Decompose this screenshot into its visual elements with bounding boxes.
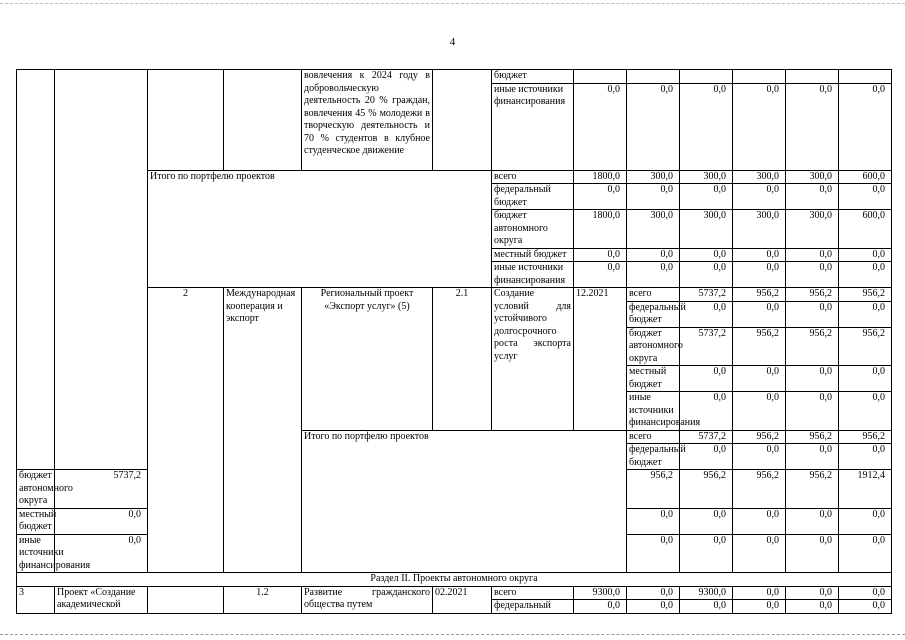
value-cell: 300,0: [680, 210, 733, 249]
value-cell: 0,0: [839, 600, 892, 614]
value-cell: 0,0: [733, 262, 786, 288]
value-cell: 0,0: [680, 184, 733, 210]
source-label: всего: [627, 430, 680, 444]
value-cell: 0,0: [627, 508, 680, 534]
cell-goal: Создание условий для устойчивого долгосрочного роста экспорта услуг: [492, 288, 574, 431]
source-label: иные источники финансирования: [492, 83, 574, 170]
value-cell: 0,0: [786, 444, 839, 470]
value-cell: 0,0: [574, 262, 627, 288]
source-label: местный бюджет: [627, 366, 680, 392]
cell-no: 3: [17, 586, 55, 613]
value-cell: 0,0: [680, 83, 733, 170]
value-cell: 300,0: [627, 210, 680, 249]
page-number: 4: [449, 36, 456, 48]
value-cell: 600,0: [839, 170, 892, 184]
value-cell: 5737,2: [55, 470, 148, 509]
value-cell: 9300,0: [680, 586, 733, 600]
value-cell: 0,0: [839, 508, 892, 534]
value-cell: 0,0: [680, 392, 733, 431]
table-row: [17, 288, 892, 302]
value-cell: 300,0: [680, 170, 733, 184]
value-cell: 9300,0: [574, 586, 627, 600]
cell-project: [148, 586, 224, 613]
value-cell: 0,0: [839, 534, 892, 573]
value-cell: 956,2: [733, 288, 786, 302]
source-label: иные источники финансирования: [17, 534, 55, 573]
value-cell: 0,0: [733, 248, 786, 262]
value-cell: 956,2: [839, 288, 892, 302]
source-label: всего: [627, 288, 680, 302]
source-label: бюджет автономного округа: [17, 470, 55, 509]
source-label: местный бюджет: [492, 248, 574, 262]
value-cell: 5737,2: [680, 430, 733, 444]
value-cell: 300,0: [733, 210, 786, 249]
cell-date: [433, 70, 492, 171]
value-cell: 300,0: [786, 170, 839, 184]
value-cell: 956,2: [680, 470, 733, 509]
cell-code: 2.1: [433, 288, 492, 431]
value-cell: 0,0: [839, 366, 892, 392]
value-cell: 0,0: [786, 262, 839, 288]
value-cell: 1800,0: [574, 210, 627, 249]
financing-table: [16, 69, 892, 614]
cell-code: [224, 70, 302, 171]
value-cell: 0,0: [627, 586, 680, 600]
value-cell: 0,0: [627, 83, 680, 170]
value-cell: 956,2: [733, 430, 786, 444]
cell-name: [55, 70, 148, 470]
value-cell: 0,0: [627, 600, 680, 614]
section-title: Раздел II. Проекты автономного округа: [17, 573, 892, 587]
cell-goal: вовлечения к 2024 году в добровольческую деятельность 20 % граждан, вовлечения 45 % молодежи в творческую деятельность и 70 % студентов в клубное студенческое движение: [302, 70, 433, 171]
source-label: бюджет автономного округа: [627, 327, 680, 366]
value-cell: 0,0: [680, 600, 733, 614]
value-cell: 0,0: [786, 586, 839, 600]
value-cell: 300,0: [733, 170, 786, 184]
value-cell: 0,0: [786, 366, 839, 392]
totals-label: Итого по портфелю проектов: [148, 170, 492, 288]
value-cell: 0,0: [786, 600, 839, 614]
value-cell: 0,0: [680, 534, 733, 573]
value-cell: 0,0: [839, 301, 892, 327]
source-label: всего: [492, 586, 574, 600]
value-cell: 0,0: [786, 301, 839, 327]
value-cell: 0,0: [55, 508, 148, 534]
value-cell: 0,0: [733, 508, 786, 534]
value-cell: 0,0: [839, 262, 892, 288]
value-cell: 956,2: [786, 327, 839, 366]
cell-project: [148, 70, 224, 171]
value-cell: 0,0: [574, 248, 627, 262]
table-row: [17, 70, 892, 84]
value-cell: 0,0: [733, 301, 786, 327]
value-cell: 0,0: [55, 534, 148, 573]
value-cell: 0,0: [574, 83, 627, 170]
value-cell: 0,0: [786, 184, 839, 210]
value-cell: 956,2: [786, 288, 839, 302]
bottom-edge-line: [0, 634, 905, 635]
source-label: иные источники финансирования: [492, 262, 574, 288]
cell-date: 12.2021: [574, 288, 627, 431]
value-cell: 0,0: [733, 83, 786, 170]
value-cell: 0,0: [786, 534, 839, 573]
value-cell: 1912,4: [839, 470, 892, 509]
value-cell: 0,0: [839, 444, 892, 470]
value-cell: 0,0: [733, 366, 786, 392]
value-cell: 0,0: [680, 248, 733, 262]
value-cell: 0,0: [733, 392, 786, 431]
source-label: всего: [492, 170, 574, 184]
value-cell: 956,2: [733, 470, 786, 509]
cell-code: 1.2: [224, 586, 302, 613]
value-cell: 1800,0: [574, 170, 627, 184]
value-cell: 0,0: [574, 600, 627, 614]
value-cell: 956,2: [786, 470, 839, 509]
value-cell: 0,0: [680, 301, 733, 327]
value-cell: 0,0: [839, 392, 892, 431]
cell-project: Региональный проект «Экспорт услуг» (5): [302, 288, 433, 431]
value-cell: 0,0: [786, 248, 839, 262]
value-cell: 0,0: [786, 392, 839, 431]
value-cell: 956,2: [839, 327, 892, 366]
table-row: [17, 170, 892, 184]
source-label: федеральный бюджет: [627, 444, 680, 470]
value-cell: 0,0: [680, 262, 733, 288]
value-cell: 0,0: [627, 248, 680, 262]
value-cell: 0,0: [627, 184, 680, 210]
cell-no: 2: [148, 288, 224, 573]
value-cell: 0,0: [733, 600, 786, 614]
value-cell: 0,0: [680, 444, 733, 470]
source-label: бюджет автономного округа: [492, 210, 574, 249]
source-label: федеральный: [492, 600, 574, 614]
cell-goal: Развитие гражданского общества путем: [302, 586, 433, 613]
cell-date: 02.2021: [433, 586, 492, 613]
source-label: федеральный бюджет: [627, 301, 680, 327]
value-cell: 300,0: [786, 210, 839, 249]
value-cell: 5737,2: [680, 327, 733, 366]
value-cell: 0,0: [733, 184, 786, 210]
value-cell: 0,0: [733, 444, 786, 470]
value-cell: 0,0: [627, 262, 680, 288]
value-cell: 956,2: [786, 430, 839, 444]
value-cell: 5737,2: [680, 288, 733, 302]
value-cell: 956,2: [733, 327, 786, 366]
top-edge-line: [0, 3, 905, 4]
source-label: бюджет: [492, 70, 574, 84]
value-cell: 0,0: [680, 366, 733, 392]
value-cell: 956,2: [839, 430, 892, 444]
value-cell: 956,2: [627, 470, 680, 509]
cell-name: Проект «Создание академической: [55, 586, 148, 613]
source-label: федеральный бюджет: [492, 184, 574, 210]
source-label: местный бюджет: [17, 508, 55, 534]
value-cell: 300,0: [627, 170, 680, 184]
value-cell: 0,0: [574, 184, 627, 210]
value-cell: 0,0: [786, 83, 839, 170]
section-row: [17, 573, 892, 587]
value-cell: 0,0: [733, 586, 786, 600]
value-cell: 0,0: [680, 508, 733, 534]
source-label: иные источники финансирования: [627, 392, 680, 431]
cell-no: [17, 70, 55, 470]
value-cell: 0,0: [839, 248, 892, 262]
value-cell: 600,0: [839, 210, 892, 249]
value-cell: 0,0: [627, 534, 680, 573]
value-cell: 0,0: [733, 534, 786, 573]
value-cell: 0,0: [839, 184, 892, 210]
value-cell: 0,0: [839, 586, 892, 600]
cell-name: Международная кооперация и экспорт: [224, 288, 302, 573]
value-cell: 0,0: [839, 83, 892, 170]
value-cell: 0,0: [786, 508, 839, 534]
table-row: [17, 586, 892, 600]
totals-label: Итого по портфелю проектов: [302, 430, 627, 573]
